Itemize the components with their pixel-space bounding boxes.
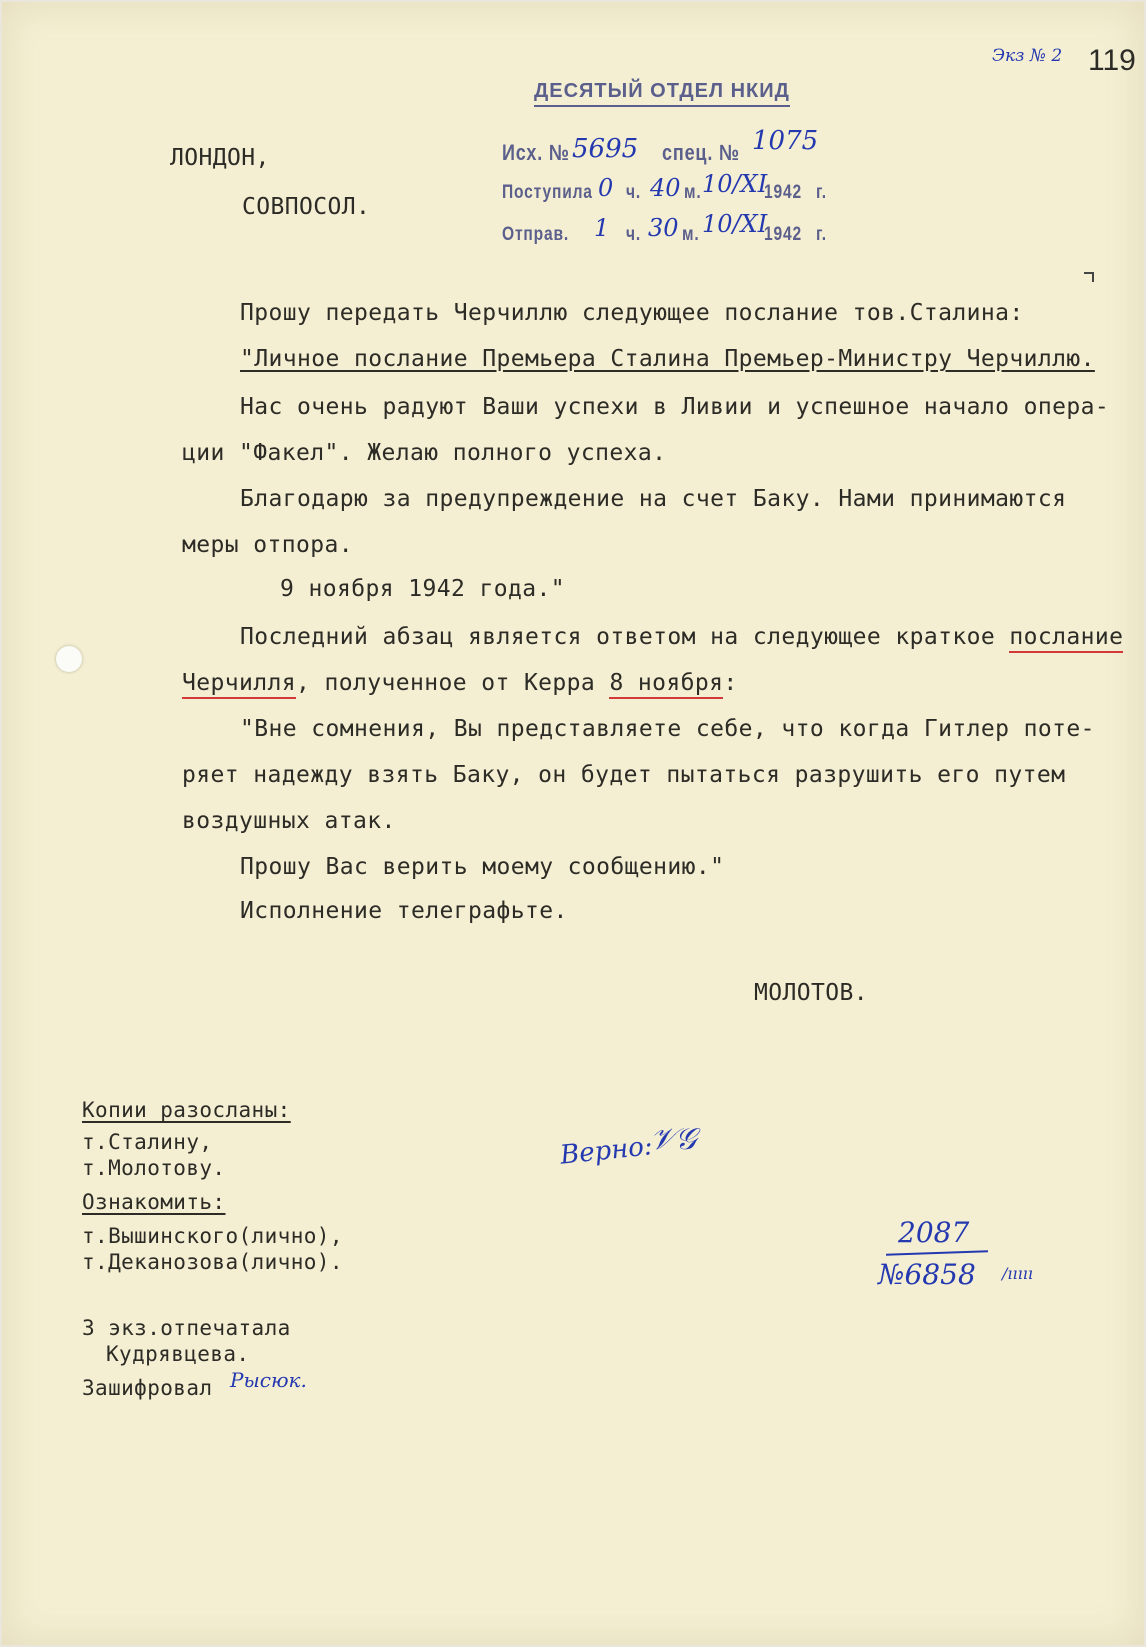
quote-line-3: воздушных атак.	[182, 808, 396, 834]
quote-line-1: "Вне сомнения, Вы представляете себе, что когда Гитлер поте-	[240, 716, 1095, 742]
outgoing-number-label: Исх. №	[502, 140, 570, 165]
address-city: ЛОНДОН,	[170, 145, 270, 171]
received-year: 1942	[764, 182, 802, 203]
encrypted-signature: Рысюк.	[230, 1368, 307, 1392]
quote-line-2: ряет надежду взять Баку, он будет пытаться разрушить его путем	[182, 762, 1066, 788]
received-label: Поступила	[502, 182, 593, 203]
corner-tick-icon	[1084, 272, 1094, 282]
registration-number-top: 2087	[898, 1216, 970, 1249]
received-minutes: 40	[650, 174, 681, 202]
registration-scribble-icon: /ııııı	[1002, 1264, 1033, 1283]
intro-line: Прошу передать Черчиллю следующее послание тов.Сталина:	[240, 300, 1024, 326]
familiarize-1: т.Вышинского(лично),	[82, 1224, 343, 1248]
message-title: "Личное послание Премьера Сталина Премьер-Министру Черчиллю.	[240, 346, 1095, 372]
copies-header: Копии разосланы:	[82, 1098, 291, 1122]
spec-number-label: спец. №	[662, 140, 740, 165]
typist-line-2: Кудрявцева.	[106, 1342, 250, 1366]
verification-note: Верно:	[558, 1131, 655, 1171]
received-h-label: ч.	[626, 182, 642, 203]
registration-divider	[886, 1250, 988, 1256]
department-stamp: ДЕСЯТЫЙ ОТДЕЛ НКИД	[534, 80, 790, 107]
typist-line-1: 3 экз.отпечатала	[82, 1316, 291, 1340]
document-page	[2, 2, 1144, 1645]
received-m-label: м.	[684, 182, 702, 203]
underlined-poslanie: послание	[1009, 624, 1123, 653]
message-date: 9 ноября 1942 года."	[280, 576, 565, 602]
registration-number-bottom: №6858	[878, 1258, 976, 1291]
page-number: 119	[1088, 44, 1136, 77]
closing-line: Исполнение телеграфьте.	[240, 898, 568, 924]
paragraph-1-line-1: Нас очень радуют Ваши успехи в Ливии и успешное начало опера-	[240, 394, 1110, 420]
punch-hole	[56, 646, 82, 672]
sent-date: 10/XI	[702, 210, 768, 238]
spec-number: 1075	[752, 126, 819, 156]
copy-mark: Экз № 2	[992, 46, 1063, 66]
encrypted-label: Зашифровал	[82, 1376, 213, 1400]
outgoing-number: 5695	[572, 134, 639, 164]
paragraph-1-line-2: ции "Факел". Желаю полного успеха.	[182, 440, 667, 466]
verification-initials-icon: 𝒱𝒢	[650, 1122, 697, 1157]
quote-line-4: Прошу Вас верить моему сообщению."	[240, 854, 725, 880]
paragraph-3-line-2	[182, 672, 738, 695]
address-recipient: СОВПОСОЛ.	[242, 194, 371, 220]
paragraph-3-line-1	[240, 626, 1123, 649]
sent-g-label: г.	[816, 224, 827, 245]
received-date: 10/XI	[702, 170, 768, 198]
paragraph-2-line-2: меры отпора.	[182, 532, 353, 558]
paragraph-3-line-1-text: Последний абзац является ответом на следующее краткое	[240, 624, 1010, 650]
underlined-date: 8 ноября	[609, 670, 723, 699]
paragraph-3-line-2-text: , полученное от Керра	[295, 670, 610, 696]
sent-year: 1942	[764, 224, 802, 245]
sent-h-label: ч.	[626, 224, 642, 245]
sent-hours: 1	[594, 214, 610, 242]
received-hours: 0	[598, 174, 614, 202]
sent-minutes: 30	[648, 214, 679, 242]
familiarize-header: Ознакомить:	[82, 1190, 226, 1214]
familiarize-2: т.Деканозова(лично).	[82, 1250, 343, 1274]
received-g-label: г.	[816, 182, 827, 203]
paragraph-2-line-1: Благодарю за предупреждение на счет Баку. Нами принимаются	[240, 486, 1067, 512]
copies-to-2: т.Молотову.	[82, 1156, 226, 1180]
sent-label: Отправ.	[502, 224, 569, 245]
signature-molotov: МОЛОТОВ.	[754, 980, 868, 1006]
copies-to-1: т.Сталину,	[82, 1130, 213, 1154]
paragraph-3-line-2-colon: :	[723, 670, 738, 696]
underlined-churchill: Черчилля	[182, 670, 296, 699]
sent-m-label: м.	[682, 224, 700, 245]
